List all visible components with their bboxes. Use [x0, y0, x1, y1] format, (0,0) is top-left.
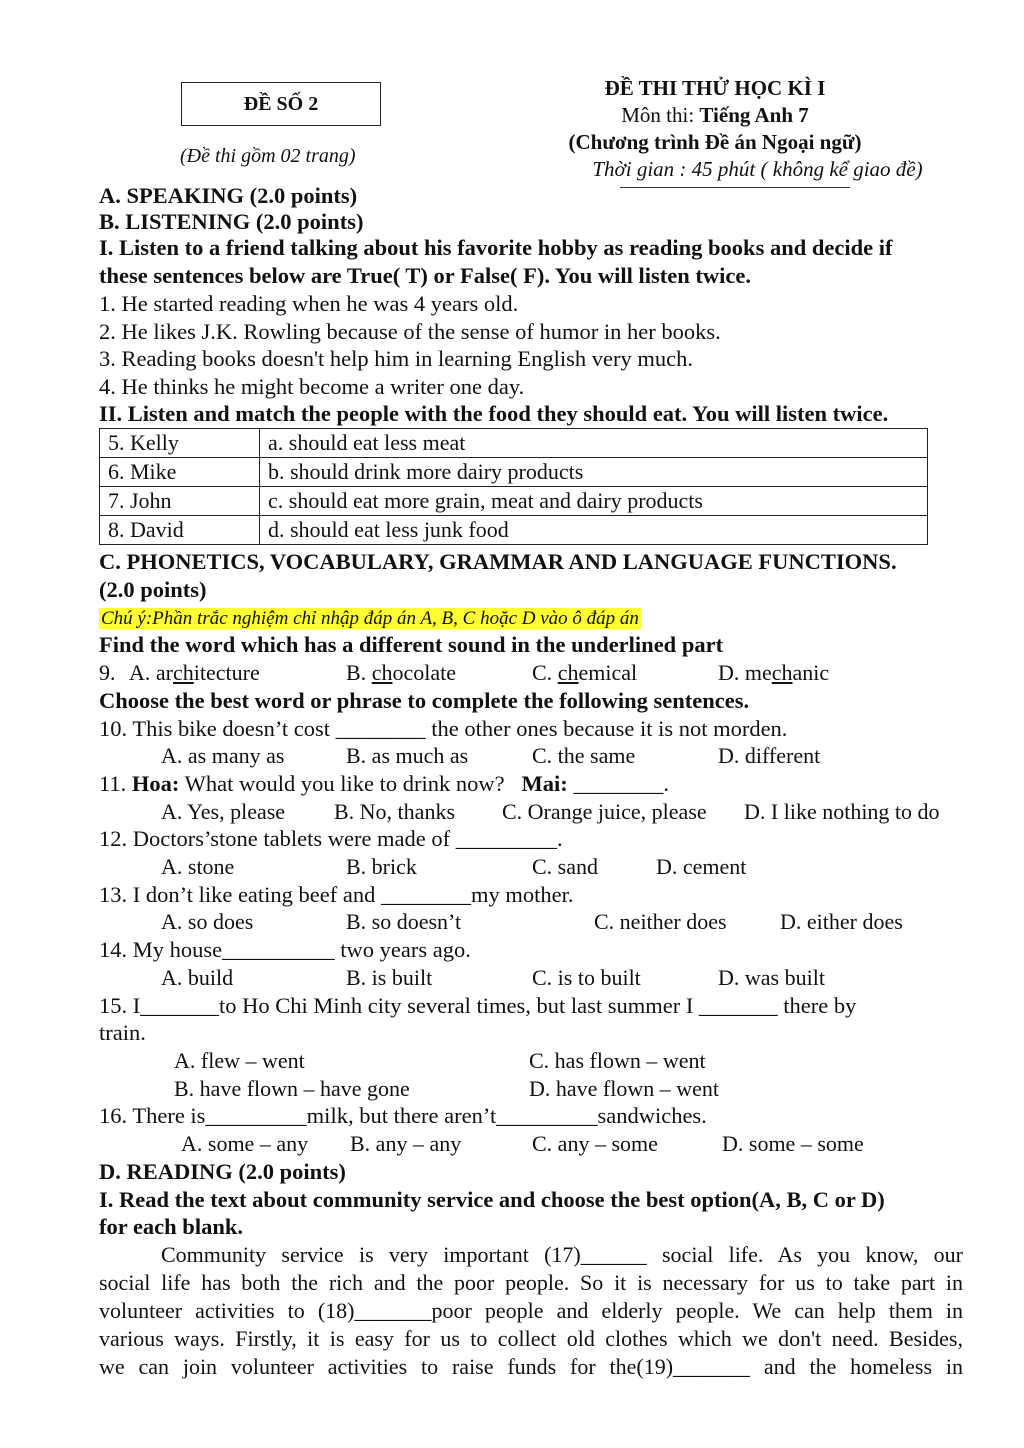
- q15-stem-cont: train.: [99, 1020, 146, 1045]
- q10-option-d: D. different: [718, 743, 821, 768]
- q10-stem: 10. This bike doesn’t cost ________ the other ones because it is not morden.: [99, 716, 788, 741]
- q9-option-a: A. architecture: [129, 660, 260, 685]
- q10-option-b: B. as much as: [346, 743, 469, 768]
- q13-stem: 13. I don’t like eating beef and ________my mother.: [99, 882, 574, 907]
- q10-option-c: C. the same: [532, 743, 636, 768]
- table-row: [100, 458, 928, 487]
- statement-3: 3. Reading books doesn't help him in learning English very much.: [99, 346, 693, 371]
- match-table: [99, 428, 928, 545]
- header-divider: [620, 187, 850, 188]
- q13-option-d: D. either does: [780, 909, 903, 934]
- listening-part2-heading: II. Listen and match the people with the food they should eat. You will listen twice.: [99, 401, 889, 426]
- q15-option-a: A. flew – went: [174, 1048, 305, 1073]
- time-line: Thời gian : 45 phút ( không kể giao đề): [592, 157, 923, 181]
- subject-line: [560, 101, 870, 129]
- exam-code-box: ĐỀ SỐ 2: [181, 82, 381, 126]
- q14-option-b: B. is built: [346, 965, 433, 990]
- q13-option-a: A. so does: [161, 909, 254, 934]
- passage-line: volunteer activities to (18)_______poor people and elderly people. We can help them in: [99, 1298, 963, 1323]
- q12-option-c: C. sand: [532, 854, 598, 879]
- q16-option-c: C. any – some: [532, 1131, 658, 1156]
- reading-part1-heading-2: for each blank.: [99, 1214, 243, 1239]
- subject-prefix: Môn thi:: [621, 103, 700, 127]
- passage-line: we can join volunteer activities to raise funds for the(19)_______ and the homeless in: [99, 1354, 963, 1379]
- q16-stem: 16. There is_________milk, but there aren’t_________sandwiches.: [99, 1103, 707, 1128]
- statement-1: 1. He started reading when he was 4 years old.: [99, 291, 519, 316]
- q12-option-b: B. brick: [346, 854, 417, 879]
- statement-4: 4. He thinks he might become a writer one day.: [99, 374, 525, 399]
- q12-stem: 12. Doctors’stone tablets were made of _________.: [99, 826, 563, 851]
- answer-note: [99, 603, 641, 633]
- q16-option-a: A. some – any: [181, 1131, 309, 1156]
- q11-option-c: C. Orange juice, please: [502, 799, 707, 824]
- program-line: (Chương trình Đề án Ngoại ngữ): [568, 130, 862, 154]
- food-cell: b. should drink more dairy products: [260, 458, 928, 487]
- q12-option-d: D. cement: [656, 854, 747, 879]
- q11-stem: 11. Hoa: What would you like to drink now? Mai: ________.: [99, 771, 669, 796]
- q15-stem: 15. I_______to Ho Chi Minh city several times, but last summer I _______ there by: [99, 993, 857, 1018]
- exam-title: ĐỀ THI THỬ HỌC KÌ I: [604, 76, 826, 100]
- q13-option-b: B. so doesn’t: [346, 909, 462, 934]
- reading-part1-heading-1: I. Read the text about community service and choose the best option(A, B, C or D): [99, 1187, 885, 1212]
- passage-line: social life has both the rich and the poor people. So it is necessary for us to take part in: [99, 1270, 963, 1295]
- q16-option-d: D. some – some: [722, 1131, 864, 1156]
- food-cell: a. should eat less meat: [260, 429, 928, 458]
- section-c-heading-1: C. PHONETICS, VOCABULARY, GRAMMAR AND LANGUAGE FUNCTIONS.: [99, 549, 897, 574]
- q9-option-d: D. mechanic: [718, 660, 830, 685]
- q14-option-a: A. build: [161, 965, 234, 990]
- q9-number: 9.: [99, 660, 116, 685]
- passage-line: Community service is very important (17)______ social life. As you know, our: [161, 1242, 963, 1267]
- table-row: [100, 516, 928, 545]
- highlighted-note: Chú ý:Phần trắc nghiệm chỉ nhập đáp án A, B, C hoặc D vào ô đáp án: [101, 608, 639, 629]
- find-heading: Find the word which has a different sound in the underlined part: [99, 632, 724, 657]
- person-cell: 5. Kelly: [100, 429, 260, 458]
- q11-option-d: D. I like nothing to do: [744, 799, 940, 824]
- person-cell: 7. John: [100, 487, 260, 516]
- section-c-heading-2: (2.0 points): [99, 577, 207, 602]
- q16-option-b: B. any – any: [350, 1131, 462, 1156]
- q9-option-b: B. chocolate: [346, 660, 456, 685]
- person-cell: 8. David: [100, 516, 260, 545]
- listening-heading: B. LISTENING (2.0 points): [99, 209, 364, 234]
- q13-option-c: C. neither does: [594, 909, 727, 934]
- pages-note: (Đề thi gồm 02 trang): [180, 145, 356, 167]
- statement-2: 2. He likes J.K. Rowling because of the sense of humor in her books.: [99, 319, 721, 344]
- reading-passage: [99, 1241, 963, 1381]
- food-cell: c. should eat more grain, meat and dairy products: [260, 487, 928, 516]
- listening-part1-heading-1: I. Listen to a friend talking about his favorite hobby as reading books and decide if: [99, 235, 893, 260]
- q15-option-d: D. have flown – went: [529, 1076, 720, 1101]
- table-row: [100, 429, 928, 458]
- q12-option-a: A. stone: [161, 854, 235, 879]
- q14-option-c: C. is to built: [532, 965, 641, 990]
- q15-option-b: B. have flown – have gone: [174, 1076, 410, 1101]
- subject-name: Tiếng Anh 7: [699, 103, 809, 127]
- person-cell: 6. Mike: [100, 458, 260, 487]
- listening-part1-heading-2: these sentences below are True( T) or False( F). You will listen twice.: [99, 263, 751, 288]
- q10-option-a: A. as many as: [161, 743, 285, 768]
- q14-option-d: D. was built: [718, 965, 825, 990]
- q9-option-c: C. chemical: [532, 660, 638, 685]
- q11-option-b: B. No, thanks: [334, 799, 455, 824]
- q14-stem: 14. My house__________ two years ago.: [99, 937, 471, 962]
- food-cell: d. should eat less junk food: [260, 516, 928, 545]
- q11-option-a: A. Yes, please: [161, 799, 286, 824]
- choose-heading: Choose the best word or phrase to complete the following sentences.: [99, 688, 750, 713]
- q15-option-c: C. has flown – went: [529, 1048, 706, 1073]
- speaking-heading: A. SPEAKING (2.0 points): [99, 183, 358, 208]
- passage-line: various ways. Firstly, it is easy for us to collect old clothes which we don't need. Besides,: [99, 1326, 963, 1351]
- reading-heading: D. READING (2.0 points): [99, 1159, 346, 1184]
- table-row: [100, 487, 928, 516]
